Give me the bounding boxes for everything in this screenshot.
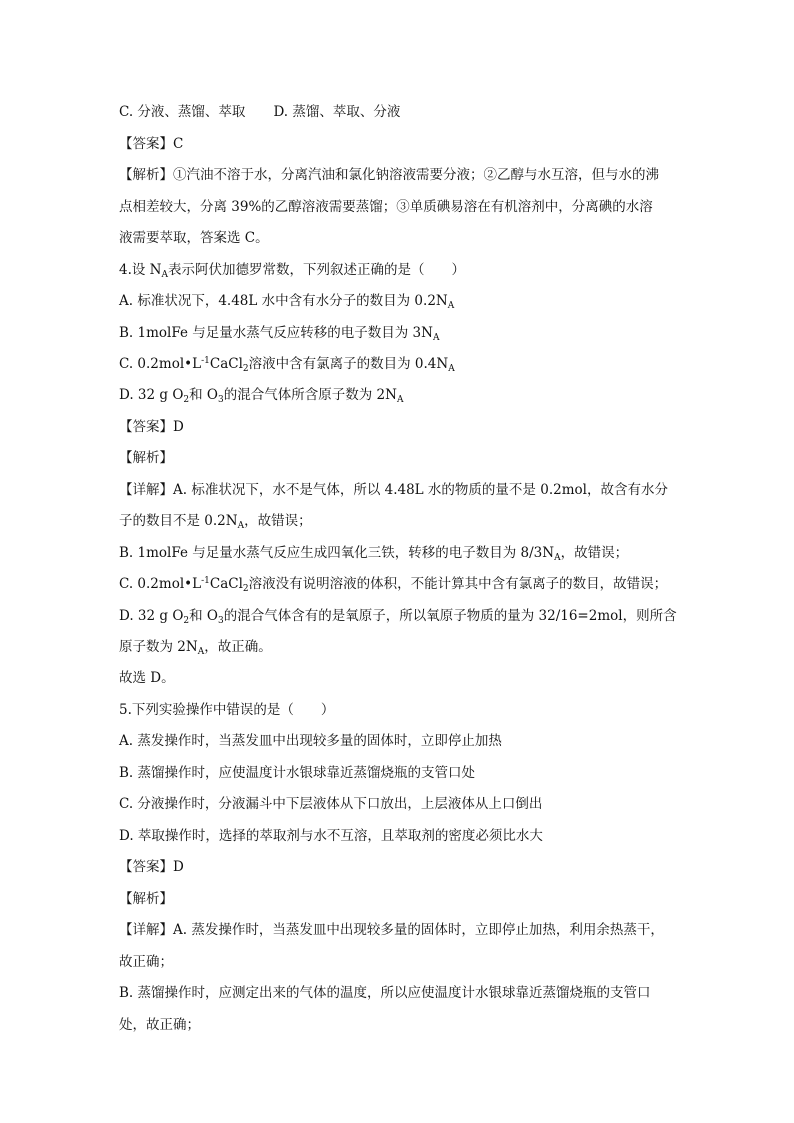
q4-detail-text: 原子数为 2N — [119, 639, 198, 655]
q4-detail-text: ，故错误； — [244, 513, 312, 529]
q4-conclusion: 故选 D。 — [119, 670, 175, 686]
q4-detail-a-line-2 — [119, 512, 689, 530]
superscript: -1 — [201, 356, 210, 366]
subscript: A — [448, 364, 455, 374]
q4-detail-c — [119, 575, 689, 593]
subscript: A — [396, 395, 404, 405]
q3-analysis-line-3: 液需要萃取，答案选 C。 — [119, 230, 269, 246]
q4-option-b-text: B. 1molFe 与足量水蒸气反应转移的电子数目为 3N — [119, 325, 433, 341]
q5-answer: 【答案】D — [119, 859, 184, 875]
q4-detail-text: D. 32 g O — [119, 608, 184, 624]
q4-option-d-text: 和 O — [189, 387, 218, 403]
subscript: A — [554, 553, 561, 563]
q5-stem: 5.下列实验操作中错误的是（ ） — [119, 702, 335, 718]
subscript: A — [161, 270, 168, 280]
q4-detail-text: ，故正确。 — [204, 639, 272, 655]
subscript: 2 — [242, 584, 249, 594]
q4-stem — [119, 261, 689, 279]
subscript: A — [432, 333, 440, 343]
q4-answer: 【答案】D — [119, 419, 184, 435]
q5-option-b: B. 蒸馏操作时，应使温度计水银球靠近蒸馏烧瓶的支管口处 — [119, 765, 476, 781]
subscript: 2 — [183, 395, 190, 405]
q4-option-d — [119, 386, 689, 404]
q3-options-cd — [119, 103, 689, 121]
q4-detail-text: C. 0.2mol•L — [119, 576, 202, 592]
q5-analysis-title: 【解析】 — [119, 891, 173, 907]
q4-stem-part: 4.设 N — [119, 262, 162, 278]
subscript: 2 — [183, 616, 190, 626]
q3-analysis-line-1: 【解析】①汽油不溶于水，分离汽油和氯化钠溶液需要分液；②乙醇与水互溶，但与水的沸 — [119, 167, 659, 183]
q4-detail-text: 和 O — [189, 608, 218, 624]
q4-option-c — [119, 355, 689, 373]
q4-option-d-text: 的混合气体所含原子数为 2N — [223, 387, 397, 403]
q4-stem-part: 表示阿伏加德罗常数，下列叙述正确的是（ ） — [167, 262, 465, 278]
q4-detail-text: B. 1molFe 与足量水蒸气反应生成四氧化三铁，转移的电子数目为 8/3N — [119, 545, 555, 561]
q4-detail-text: 的混合气体含有的是氧原子，所以氧原子物质的量为 32/16=2mol，则所含 — [223, 608, 677, 624]
q4-detail-d-line-1 — [119, 607, 689, 625]
q4-detail-text: 溶液没有说明溶液的体积，不能计算其中含有氯离子的数目，故错误； — [248, 576, 668, 592]
subscript: A — [197, 647, 205, 657]
q4-detail-b — [119, 544, 689, 562]
q3-answer: 【答案】C — [119, 136, 184, 152]
q4-option-c-text: C. 0.2mol•L — [119, 356, 202, 372]
q4-detail-d-line-2 — [119, 638, 689, 656]
q4-detail-text: CaCl — [209, 576, 243, 592]
q3-option-d: D. 蒸馏、萃取、分液 — [273, 104, 401, 120]
subscript: A — [237, 521, 245, 531]
q4-detail-text: ，故错误； — [560, 545, 629, 561]
q5-detail-a-line-1: 【详解】A. 蒸发操作时，当蒸发皿中出现较多量的固体时，立即停止加热，利用余热蒸干， — [119, 922, 664, 938]
q5-detail-b-line-1: B. 蒸馏操作时，应测定出来的气体的温度，所以应使温度计水银球靠近蒸馏烧瓶的支管口 — [119, 985, 651, 1001]
q5-option-d: D. 萃取操作时，选择的萃取剂与水不互溶，且萃取剂的密度必须比水大 — [119, 828, 543, 844]
q4-analysis-title: 【解析】 — [119, 450, 173, 466]
q4-detail-a-line-1: 【详解】A. 标准状况下，水不是气体，所以 4.48L 水的物质的量不是 0.2mol，故含有水分 — [119, 482, 668, 498]
subscript: 3 — [218, 616, 224, 626]
q4-option-a — [119, 292, 689, 310]
q5-option-a: A. 蒸发操作时，当蒸发皿中出现较多量的固体时，立即停止加热 — [119, 733, 502, 749]
subscript: 2 — [242, 364, 249, 374]
q5-detail-b-line-2: 处，故正确； — [119, 1017, 200, 1033]
q4-option-c-text: CaCl — [209, 356, 243, 372]
q4-option-a-text: A. 标准状况下，4.48L 水中含有水分子的数目为 0.2N — [119, 293, 448, 309]
q4-option-b — [119, 324, 689, 342]
q5-option-c: C. 分液操作时，分液漏斗中下层液体从下口放出，上层液体从上口倒出 — [119, 796, 543, 812]
subscript: A — [447, 301, 455, 311]
q4-option-d-text: D. 32 g O — [119, 387, 184, 403]
q5-detail-a-line-2: 故正确； — [119, 954, 173, 970]
q4-detail-text: 子的数目不是 0.2N — [119, 513, 238, 529]
superscript: -1 — [201, 576, 210, 586]
q4-option-c-text: 溶液中含有氯离子的数目为 0.4N — [248, 356, 449, 372]
q3-analysis-line-2: 点相差较大，分离 39%的乙醇溶液需要蒸馏；③单质碘易溶在有机溶剂中，分离碘的水溶 — [119, 199, 653, 215]
subscript: 3 — [218, 395, 224, 405]
q3-option-c: C. 分液、蒸馏、萃取 — [119, 104, 246, 120]
